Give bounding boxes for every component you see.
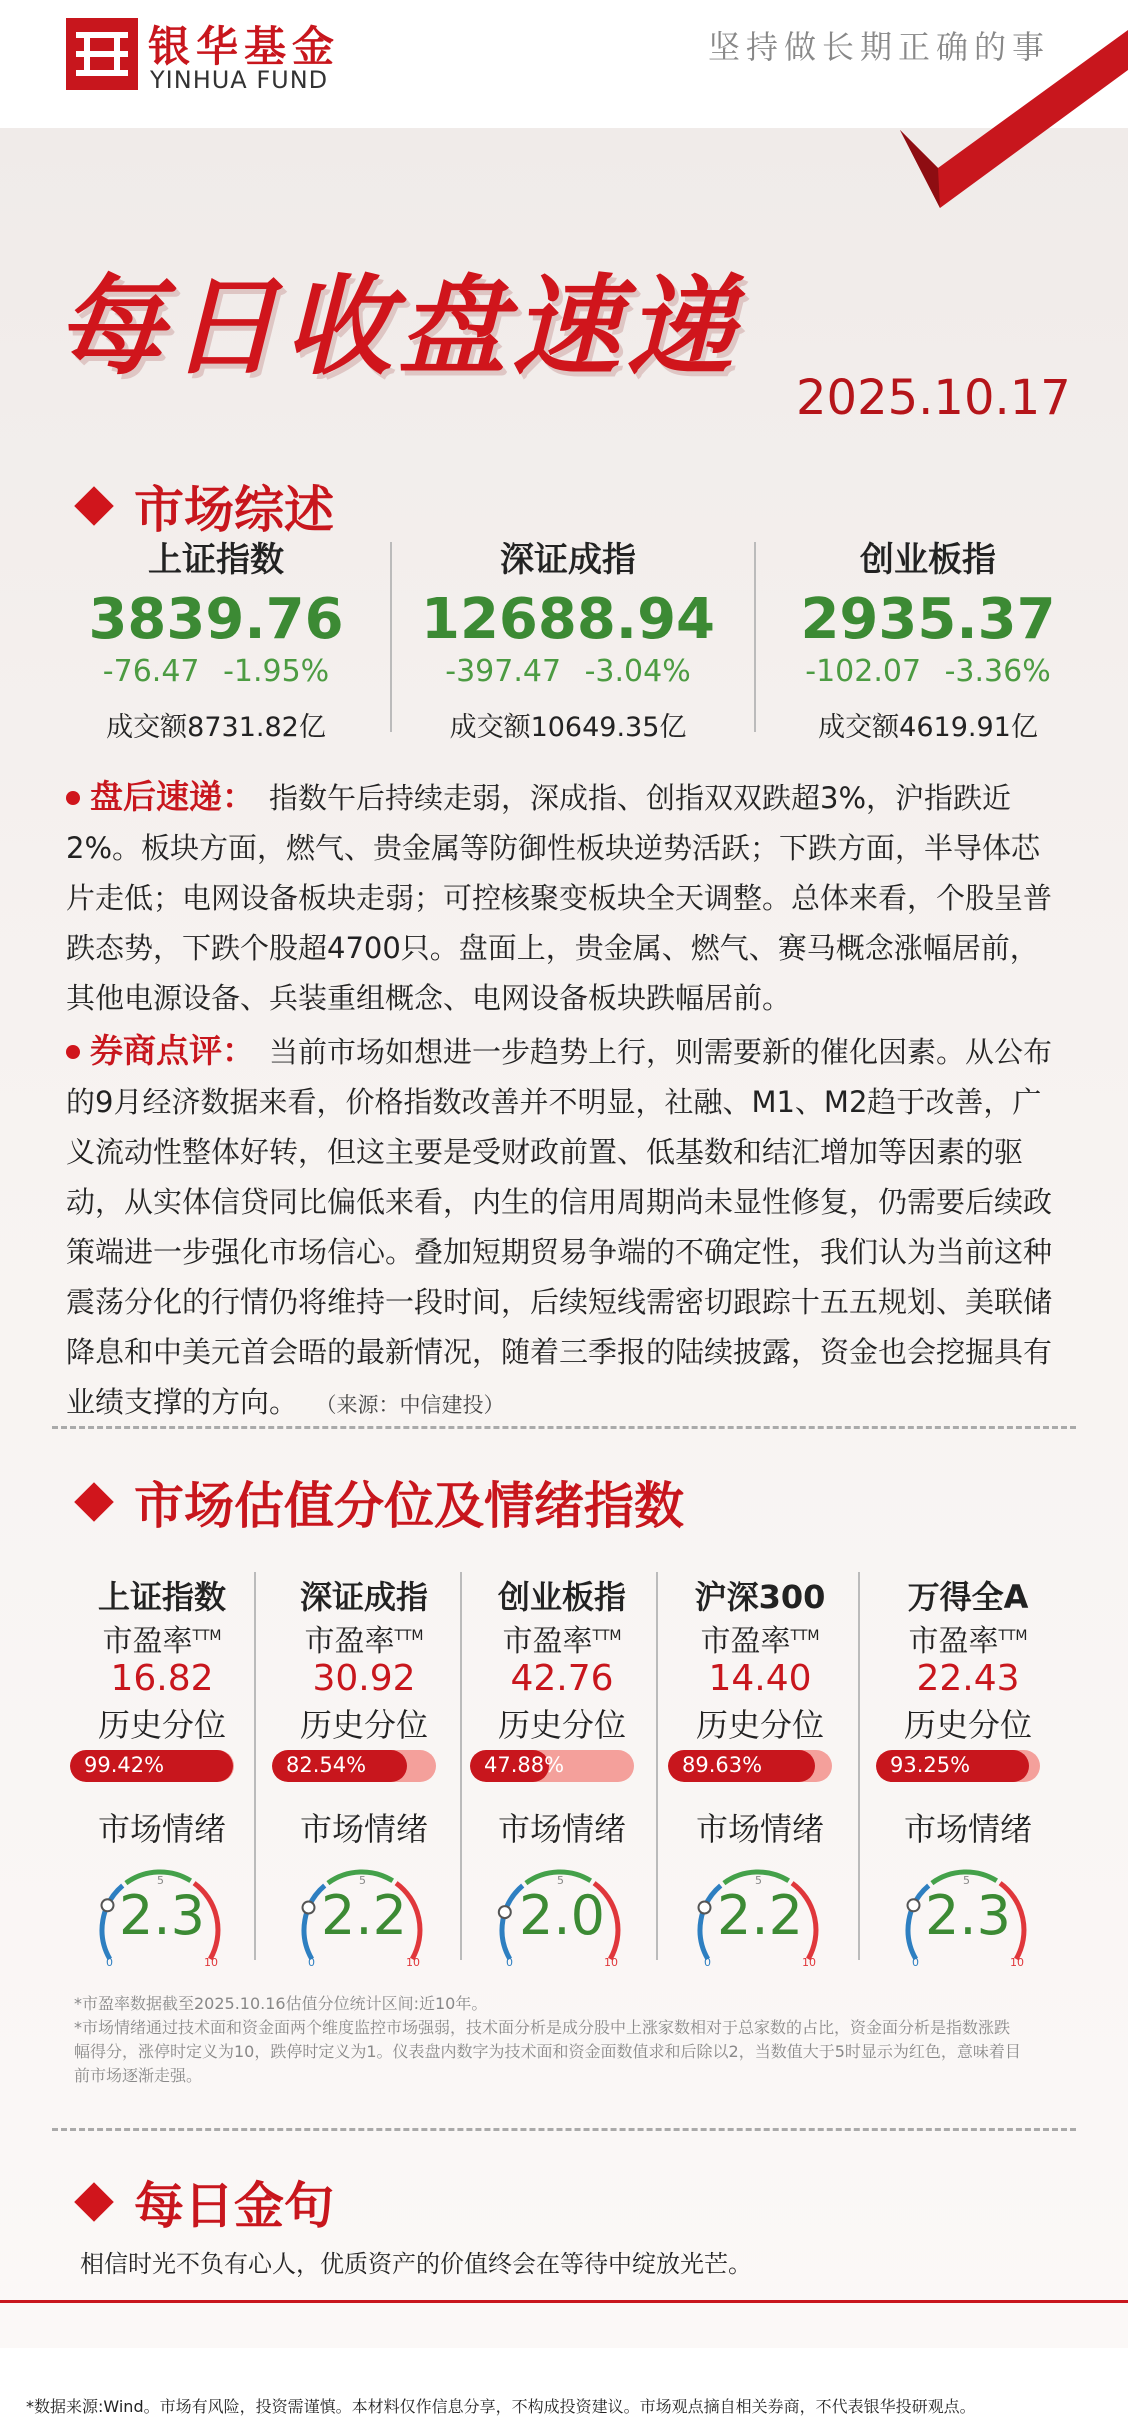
pe-label: 市盈率$^{TTM}$ bbox=[304, 1624, 424, 1659]
mood-label: 市场情绪 bbox=[903, 1810, 1032, 1848]
after-market-text: 指数午后持续走弱，深成指、创指双双跌超3%，沪指跌近2%。板块方面，燃气、贵金属等防御性板块逆势活跃；下跌方面，半导体芯片走低；电网设备板块走弱；可控核聚变板块全天调整。总体来看，个股呈普跌态势，下跌个股超4700只。盘面上，贵金属、燃气、赛马概念涨幅居前，其他电源设备、兵装重组概念、电网设备板块跌幅居前。 bbox=[66, 781, 1053, 1015]
gauge-mid-label: 5 bbox=[557, 1874, 564, 1887]
yinhua-logo-icon bbox=[66, 18, 138, 90]
after-market-label: 盘后速递： bbox=[90, 777, 255, 816]
index-value: 12688.94 bbox=[420, 587, 716, 652]
index-change: -76.47 -1.95% bbox=[102, 654, 330, 689]
gauge-mid-label: 5 bbox=[157, 1874, 164, 1887]
gauge-min-label: 0 bbox=[106, 1956, 113, 1968]
section-title: 每日金句 bbox=[134, 2177, 334, 2235]
percentile-bar bbox=[70, 1750, 234, 1782]
gauge-min-label: 0 bbox=[506, 1956, 513, 1968]
pe-note: *市盈率数据截至2025.10.16估值分位统计区间:近10年。 bbox=[74, 1994, 488, 2013]
mood-value: 2.0 bbox=[519, 1884, 605, 1947]
gauge-max-label: 10 bbox=[604, 1956, 618, 1968]
valuation-column-1 bbox=[264, 1572, 464, 1968]
index-card-0 bbox=[56, 532, 376, 744]
percentile-value: 99.42% bbox=[84, 1753, 165, 1777]
divider bbox=[754, 542, 756, 732]
mood-label: 市场情绪 bbox=[497, 1810, 626, 1848]
percentile-label: 历史分位 bbox=[903, 1706, 1032, 1744]
index-card-2 bbox=[768, 532, 1088, 744]
valuation-column-2 bbox=[462, 1572, 662, 1968]
brand-name-cn: 银华基金 bbox=[148, 22, 341, 71]
column-divider bbox=[656, 1572, 658, 1960]
mood-label: 市场情绪 bbox=[695, 1810, 824, 1848]
mood-note: *市场情绪通过技术面和资金面两个维度监控市场强弱，技术面分析是成分股中上涨家数相对于总家数的占比，资金面分析是指数涨跌幅得分，涨停时定义为10，跌停时定义为1。仪表盘内数字为技术面和资金面数值求和后除以2，当数值大于5时显示为红色，意味着目前市场逐渐走强。 bbox=[74, 2018, 1021, 2085]
bullet-icon bbox=[66, 1045, 80, 1059]
diamond-icon bbox=[74, 486, 114, 526]
mood-value: 2.3 bbox=[119, 1884, 205, 1947]
valuation-index-name: 上证指数 bbox=[97, 1578, 226, 1616]
divider bbox=[390, 542, 392, 732]
slogan: 坚持做长期正确的事 bbox=[707, 28, 1050, 66]
index-name: 深证成指 bbox=[500, 540, 636, 580]
brand-name-en: YINHUA FUND bbox=[150, 66, 329, 94]
column-divider bbox=[254, 1572, 256, 1960]
mood-value: 2.2 bbox=[321, 1884, 407, 1947]
gauge-mid-label: 5 bbox=[963, 1874, 970, 1887]
after-market-paragraph bbox=[66, 772, 1064, 1023]
valuation-column-4 bbox=[868, 1572, 1068, 1968]
valuation-index-name: 沪深300 bbox=[694, 1578, 826, 1616]
pe-label: 市盈率$^{TTM}$ bbox=[502, 1624, 622, 1659]
section-title: 市场综述 bbox=[134, 481, 334, 539]
valuation-column-0 bbox=[62, 1572, 262, 1968]
dashed-divider bbox=[52, 1426, 1076, 1429]
broker-comment-source: （来源：中信建投） bbox=[326, 1393, 505, 1417]
pe-label: 市盈率$^{TTM}$ bbox=[700, 1624, 820, 1659]
gauge-max-label: 10 bbox=[1010, 1956, 1024, 1968]
report-date: 2025.10.17 bbox=[796, 370, 1071, 426]
dashed-divider bbox=[52, 2128, 1076, 2131]
percentile-bar bbox=[272, 1750, 436, 1782]
valuation-index-name: 万得全A bbox=[907, 1578, 1029, 1616]
mood-label: 市场情绪 bbox=[299, 1810, 428, 1848]
percentile-bar bbox=[470, 1750, 634, 1782]
column-divider bbox=[460, 1572, 462, 1960]
gauge-max-label: 10 bbox=[406, 1956, 420, 1968]
section-title: 市场估值分位及情绪指数 bbox=[134, 1477, 684, 1535]
mood-value: 2.2 bbox=[717, 1884, 803, 1947]
gauge-max-label: 10 bbox=[802, 1956, 816, 1968]
pe-value: 16.82 bbox=[110, 1658, 214, 1699]
gauge-min-label: 0 bbox=[704, 1956, 711, 1968]
daily-quote: 相信时光不负有心人，优质资产的价值终会在等待中绽放光芒。 bbox=[80, 2250, 752, 2278]
gauge-mid-label: 5 bbox=[755, 1874, 762, 1887]
percentile-bar bbox=[668, 1750, 832, 1782]
percentile-value: 93.25% bbox=[890, 1753, 971, 1777]
pe-value: 14.40 bbox=[708, 1658, 812, 1699]
footer-divider bbox=[0, 2300, 1128, 2303]
percentile-label: 历史分位 bbox=[695, 1706, 824, 1744]
percentile-value: 82.54% bbox=[286, 1753, 367, 1777]
pe-value: 42.76 bbox=[510, 1658, 614, 1699]
index-change: -102.07 -3.36% bbox=[805, 654, 1051, 689]
mood-value: 2.3 bbox=[925, 1884, 1011, 1947]
bullet-icon bbox=[66, 791, 80, 805]
valuation-index-name: 深证成指 bbox=[299, 1578, 428, 1616]
percentile-bar bbox=[876, 1750, 1040, 1782]
percentile-value: 47.88% bbox=[484, 1753, 565, 1777]
gauge-min-label: 0 bbox=[308, 1956, 315, 1968]
index-value: 3839.76 bbox=[88, 587, 344, 652]
section-quote bbox=[80, 2166, 334, 2238]
page-title: 每日收盘速递 bbox=[56, 265, 741, 390]
diamond-icon bbox=[74, 1482, 114, 1522]
diamond-icon bbox=[74, 2182, 114, 2222]
percentile-label: 历史分位 bbox=[97, 1706, 226, 1744]
index-name: 创业板指 bbox=[860, 540, 996, 580]
index-name: 上证指数 bbox=[148, 540, 284, 580]
disclaimer: *数据来源:Wind。市场有风险，投资需谨慎。本材料仅作信息分享，不构成投资建议。市场观点摘自相关券商，不代表银华投研观点。 bbox=[26, 2397, 976, 2416]
valuation-column-3 bbox=[660, 1572, 860, 1968]
percentile-label: 历史分位 bbox=[497, 1706, 626, 1744]
section-valuation bbox=[80, 1466, 684, 1538]
gauge-min-label: 0 bbox=[912, 1956, 919, 1968]
index-volume: 成交额8731.82亿 bbox=[106, 712, 326, 743]
pe-value: 22.43 bbox=[916, 1658, 1020, 1699]
index-change: -397.47 -3.04% bbox=[445, 654, 691, 689]
gauge-max-label: 10 bbox=[204, 1956, 218, 1968]
percentile-value: 89.63% bbox=[682, 1753, 763, 1777]
index-volume: 成交额10649.35亿 bbox=[449, 712, 687, 743]
broker-comment-paragraph bbox=[66, 1026, 1064, 1430]
pe-label: 市盈率$^{TTM}$ bbox=[908, 1624, 1028, 1659]
percentile-label: 历史分位 bbox=[299, 1706, 428, 1744]
pe-value: 30.92 bbox=[312, 1658, 416, 1699]
index-card-1 bbox=[408, 532, 728, 744]
valuation-index-name: 创业板指 bbox=[497, 1578, 626, 1616]
gauge-mid-label: 5 bbox=[359, 1874, 366, 1887]
index-volume: 成交额4619.91亿 bbox=[818, 712, 1038, 743]
index-value: 2935.37 bbox=[800, 587, 1056, 652]
checkmark-icon bbox=[880, 30, 1128, 210]
broker-comment-text: 当前市场如想进一步趋势上行，则需要新的催化因素。从公布的9月经济数据来看，价格指数改善并不明显，社融、M1、M2趋于改善，广义流动性整体好转，但这主要是受财政前置、低基数和结汇增加等因素的驱动，从实体信贷同比偏低来看，内生的信用周期尚未显性修复，仍需要后续政策端进一步强化市场信心。叠加短期贸易争端的不确定性，我们认为当前这种震荡分化的行情仍将维持一段时间，后续短线需密切跟踪十五五规划、美联储降息和中美元首会晤的最新情况，随着三季报的陆续披露，资金也会挖掘具有业绩支撑的方向。 bbox=[66, 1035, 1053, 1419]
column-divider bbox=[858, 1572, 860, 1960]
pe-label: 市盈率$^{TTM}$ bbox=[102, 1624, 222, 1659]
mood-label: 市场情绪 bbox=[97, 1810, 226, 1848]
broker-comment-label: 券商点评： bbox=[90, 1031, 255, 1070]
